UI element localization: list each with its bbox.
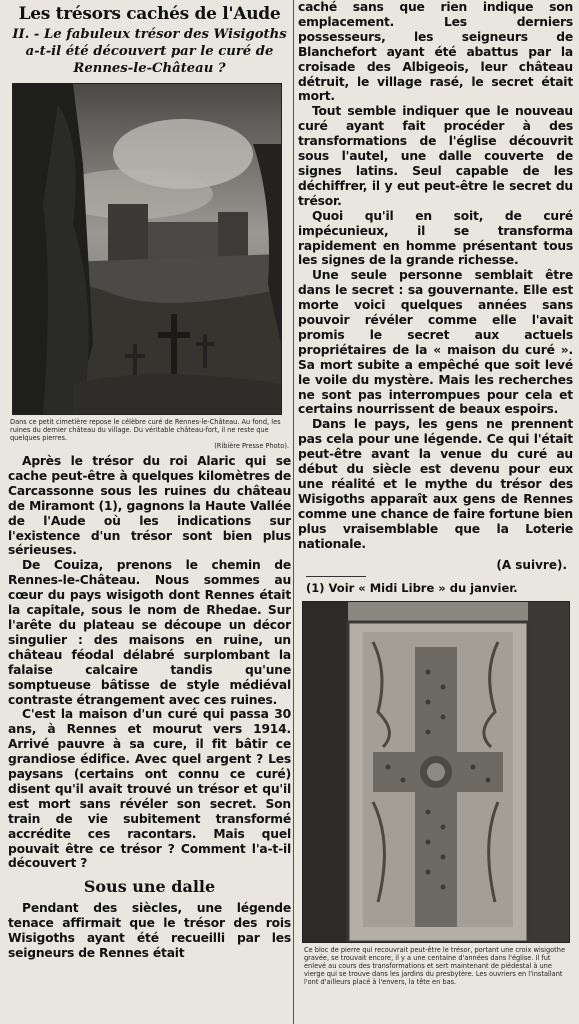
headline: Les trésors cachés de l'Aude: [18, 4, 281, 24]
footnote: (1) Voir « Midi Libre » du janvier.: [306, 580, 518, 595]
subhead: II. - Le fabuleux trésor des Wisigoths a-t-il été découvert par le curé de Rennes-le-Château ?: [12, 27, 287, 76]
photo2-caption-text: Ce bloc de pierre qui recouvrait peut-être le trésor, portant une croix wisigothe gravée, se trouvait encore, il y a une centaine d'années dans l'église. Il fut enlevé au cours des transformations et sert maintenant de piédestal à une vierge qui se trouve dans les jardins du presbytère.: [304, 945, 566, 978]
photo1-caption-text: Dans ce petit cimetière repose le célèbre curé de Rennes-le-Château. Au fond, les ruines du dernier château du village. Du véritable château-fort, il ne reste que quelques pierres.: [10, 418, 281, 442]
photo2-caption-text-2: Les ouvriers en l'installant l'ont d'ailleurs placé à l'envers, la tête en bas.: [304, 969, 563, 986]
right-paragraph-5: Dans le pays, les gens ne prennent pas cela pour une légende. Ce qui l'était peut-être avant la venue du curé au début du siècle est devenu pour eux une réalité et le mythe du trésor des Wisigoths apparaît aux gens de Rennes comme une chance de faire fortune bien plus vraisemblable que la Loterie nationale.: [298, 417, 573, 551]
to-be-continued: (A suivre).: [496, 557, 567, 572]
section-subtitle: Sous une dalle: [83, 877, 216, 897]
left-paragraph-3: C'est la maison d'un curé qui passa 30 ans, à Rennes et mourut vers 1914. Arrivé pauvre à sa cure, il fit bâtir ce grandiose édifice. Avec quel argent ? Les paysans (certains ont connu ce curé) disent qu'il avait trouvé un trésor et qu'il est mort sans révéler son secret. Son train de vie subitement transformé accrédite ces racontars. Mais quel pouvait être ce trésor ? Comment l'a-t-il découvert ?: [8, 707, 291, 871]
footnote-rule: [306, 576, 366, 577]
right-column: [298, 0, 573, 1024]
right-paragraph-1: caché sans que rien indique son emplacement. Les derniers possesseurs, les seigneurs de Blanchefort ayant été abattus par la croisade des Albigeois, leur château détruit, le village rasé, le secret était mort.: [298, 0, 573, 104]
cemetery-photo-caption: [10, 418, 289, 450]
cemetery-photo-image: [13, 84, 281, 414]
right-paragraph-4: Une seule personne semblait être dans le secret : sa gouvernante. Elle est morte voici quelques années sans pouvoir révéler comme elle l'avait promis le secret aux actuels propriétaires de la « maison du curé ». Sa mort subite a empêché que soit levé le voile du mystère. Mais les recherches ne sont pas interrompues pour cela et certains nourrissent de beaux espoirs.: [298, 268, 573, 417]
left-column: [8, 0, 291, 1024]
photo1-credit: (Ribière Presse Photo).: [214, 442, 289, 450]
stone-cross-photo-caption: [304, 946, 571, 986]
left-paragraph-4: Pendant des siècles, une légende tenace affirmait que le trésor des rois Wisigoths ayant été recueilli par les seigneurs de Rennes était: [8, 901, 291, 961]
column-divider: [293, 0, 294, 1024]
right-paragraph-3: Quoi qu'il en soit, de curé impécunieux, il se transforma rapidement en homme présentant tous les signes de la grande richesse.: [298, 208, 573, 268]
stone-cross-photo: [302, 601, 570, 943]
left-paragraph-1: Après le trésor du roi Alaric qui se cache peut-être à quelques kilomètres de Carcassonne sous les ruines du château de Miramont (1), gagnons la Haute Vallée de l'Aude où les indications sur l'existence d'un trésor sont bien plus sérieuses.: [8, 454, 291, 558]
right-paragraph-2: Tout semble indiquer que le nouveau curé ayant fait procéder à des transformations de l'église découvrit sous l'autel, une dalle couverte de signes latins. Seul capable de les déchiffrer, il y eut peut-être le secret du trésor.: [298, 104, 573, 208]
left-paragraph-2: De Couiza, prenons le chemin de Rennes-le-Château. Nous sommes au cœur du pays wisigoth dont Rennes était la capitale, sous le nom de Rhedae. Sur l'arête du plateau se découpe un décor singulier : des maisons en ruine, un château féodal délabré surplombant la falaise calcaire tandis qu'une somptueuse bâtisse de style médiéval contraste étrangement avec ces ruines.: [8, 558, 291, 707]
stone-cross-photo-image: [303, 602, 569, 942]
cemetery-photo: [12, 83, 282, 415]
